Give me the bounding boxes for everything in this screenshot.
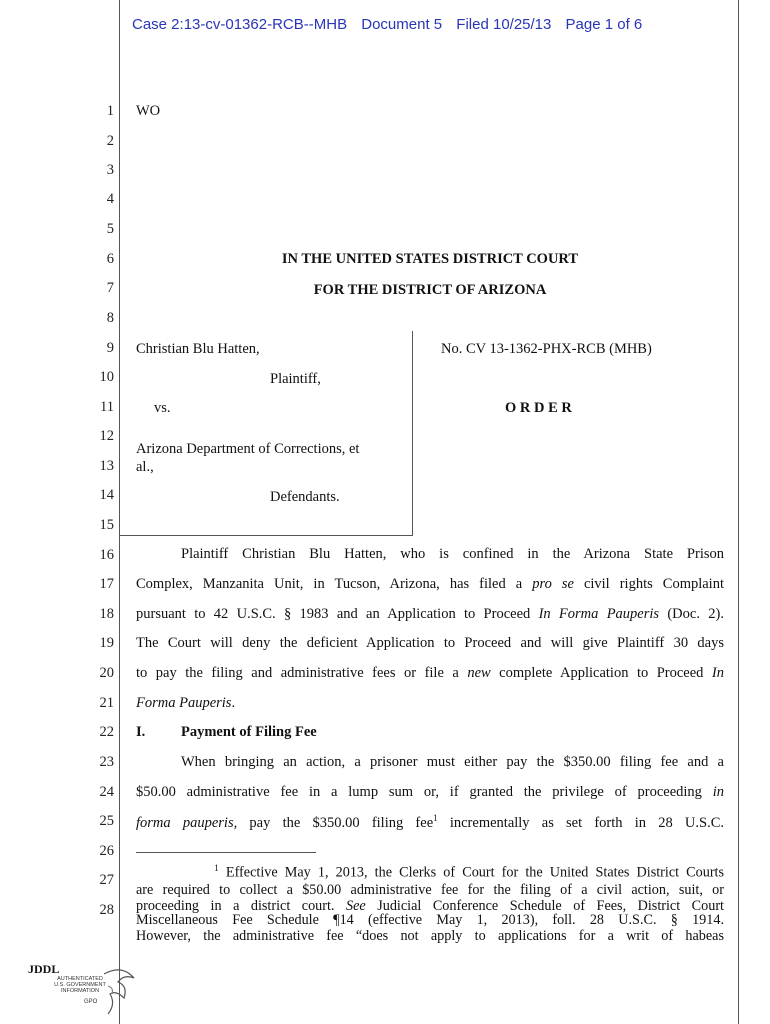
defendant-role: Defendants. [270,489,340,505]
line-number: 26 [99,843,114,859]
page-indicator: Page 1 of 6 [565,16,643,33]
body-line: pursuant to 42 U.S.C. § 1983 and an Application to Proceed In Forma Pauperis (Doc. 2). [136,606,724,622]
line-number: 16 [99,547,114,563]
footnote-line: proceeding in a district court. See Judicial Conference Schedule of Fees, District Court [136,898,724,914]
footnote-line: $^1$ Effective May 1, 2013, the Clerks of Court for the United States District Courts [214,863,725,881]
case-number: Case 2:13-cv-01362-RCB--MHB [132,16,348,33]
gpo-label: GPO [84,999,98,1005]
authenticated-label: AUTHENTICATED U.S. GOVERNMENT INFORMATION [54,976,106,994]
line-number: 7 [106,280,114,296]
line-number: 15 [99,517,114,533]
body-line: Forma Pauperis. [136,695,236,711]
body-line: Complex, Manzanita Unit, in Tucson, Arizona, has filed a pro se civil rights Complaint [136,576,724,592]
line-number: 6 [106,251,114,267]
line-number: 21 [99,695,114,711]
line-number: 3 [106,162,114,178]
line-number: 23 [99,754,114,770]
line-number: 10 [99,369,114,385]
line-number: 22 [99,724,114,740]
line-number: 28 [99,902,114,918]
footnote-rule [136,852,316,853]
order-title: O R D E R [505,400,572,416]
line-number: 5 [106,221,114,237]
line-number: 13 [99,458,114,474]
line-number: 2 [106,133,114,149]
line-number: 25 [99,813,114,829]
line-number: 14 [99,487,114,503]
body-line: $50.00 administrative fee in a lump sum or, if granted the privilege of proceeding in [136,784,724,800]
left-margin-rule [119,0,120,1024]
line-number: 4 [106,191,114,207]
line-number: 27 [99,872,114,888]
line-number: 18 [99,606,114,622]
plaintiff-name: Christian Blu Hatten, [136,341,260,357]
filed-date: Filed 10/25/13 [456,16,552,33]
footnote-line: Miscellaneous Fee Schedule ¶14 (effective May 1, 2013), foll. 28 U.S.C. § 1914. [136,912,724,928]
case-number-caption: No. CV 13-1362-PHX-RCB (MHB) [441,341,652,357]
section-number: I. [136,724,146,740]
filing-header [132,16,652,33]
footnote-ref[interactable]: 1 [433,813,438,823]
body-line: The Court will deny the deficient Application to Proceed and will give Plaintiff 30 days [136,635,724,651]
jddl-mark: JDDL [28,962,60,976]
body-line: to pay the filing and administrative fees or file a new complete Application to Proceed In [136,665,724,681]
footnote-line: are required to collect a $50.00 administrative fee for the filing of a civil action, suit, or [136,882,724,898]
line-number: 12 [99,428,114,444]
document-number: Document 5 [361,16,443,33]
line-number: 11 [100,399,114,415]
caption-bottom-rule [120,535,413,536]
footnote-line: However, the administrative fee “does not apply to applications for a writ of habeas [136,928,724,944]
line-number: 24 [99,784,114,800]
line-number: 1 [106,103,114,119]
section-heading: Payment of Filing Fee [181,724,317,740]
line-number: 19 [99,635,114,651]
line-number: 17 [99,576,114,592]
body-line: When bringing an action, a prisoner must either pay the $350.00 filing fee and a [181,754,724,770]
caption-divider [412,331,413,536]
body-line: forma pauperis, pay the $350.00 filing fee$^1$ incrementally as set forth in 28 U.S.C. [136,813,725,831]
footnote-marker: 1 [214,863,219,873]
eagle-icon [94,964,142,1020]
plaintiff-role: Plaintiff, [270,371,321,387]
line-number: 20 [99,665,114,681]
court-title: IN THE UNITED STATES DISTRICT COURT [281,251,579,267]
right-margin-rule [738,0,739,1024]
body-line: Plaintiff Christian Blu Hatten, who is confined in the Arizona State Prison [181,546,724,562]
line-number: 8 [106,310,114,326]
versus: vs. [154,400,171,416]
defendant-name-line2: al., [136,459,154,475]
defendant-name-line1: Arizona Department of Corrections, et [136,441,360,457]
gpo-authentication-seal [28,962,106,1005]
line-number: 9 [106,340,114,356]
court-district: FOR THE DISTRICT OF ARIZONA [313,282,547,298]
wo-marker: WO [136,103,161,119]
